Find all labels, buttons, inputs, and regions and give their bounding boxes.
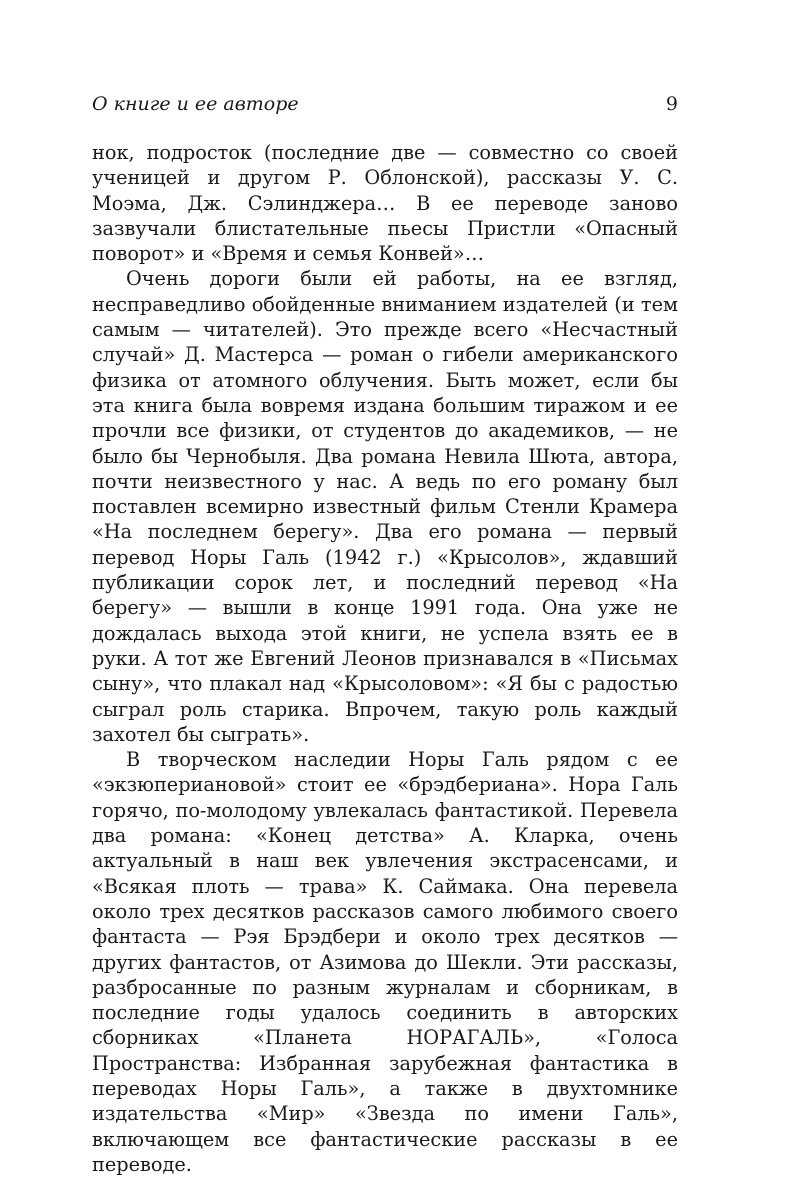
page-number: 9 bbox=[665, 93, 678, 115]
running-head bbox=[92, 92, 678, 116]
paragraph: В творческом наследии Норы Галь рядом с ее «экзюпериановой» стоит ее «брэдбериана». Нора Галь горячо, по-молодому увлекалась фантастикой. Перевела два романа: «Конец детства» А. Кларка, очень актуальный в наш век увлечения экстрасенсами, и «Всякая плоть — трава» К. Саймака. Она перевела около трех десятков рассказов самого любимого своего фантаста — Рэя Брэдбери и около трех десятков — других фантастов, от Азимова до Шекли. Эти рассказы, разбросанные по разным журналам и сборникам, в последние годы удалось соединить в авторских сборниках «Планета НОРАГАЛЬ», «Голоса Пространства: Избранная зарубежная фантастика в переводах Норы Галь», а также в двухтомнике издательства «Мир» «Звезда по имени Галь», включающем все фантастические рассказы в ее переводе. bbox=[92, 748, 678, 1176]
book-page bbox=[92, 92, 678, 1177]
paragraph: Очень дороги были ей работы, на ее взгляд, несправедливо обойденные вниманием издателей (и тем самым — читателей). Это прежде всего «Несчастный случай» Д. Мастерса — роман о гибели американского физика от атомного облучения. Быть может, если бы эта книга была вовремя издана большим тиражом и ее прочли все физики, от студентов до академиков, — не было бы Чернобыля. Два романа Невила Шюта, автора, почти неизвестного у нас. А ведь по его роману был поставлен всемирно известный фильм Стенли Крамера «На последнем берегу». Два его романа — первый перевод Норы Галь (1942 г.) «Крысолов», ждавший публикации сорок лет, и последний перевод «На берегу» — вышли в конце 1991 года. Она уже не дождалась выхода этой книги, не успела взять ее в руки. А тот же Евгений Леонов признавался в «Письмах сыну», что плакал над «Крысоловом»: «Я бы с радостью сыграл роль старика. Впрочем, такую роль каждый захотел бы сыграть». bbox=[92, 267, 678, 746]
running-title: О книге и ее авторе bbox=[92, 93, 299, 115]
paragraph-continued: нок, подросток (последние две — совместно со своей ученицей и другом Р. Облонской), рассказы У. С. Моэма, Дж. Сэлинджера… В ее переводе заново зазвучали блистательные пьесы Пристли «Опасный поворот» и «Время и семья Конвей»… bbox=[92, 141, 678, 266]
body-text bbox=[92, 140, 678, 1177]
